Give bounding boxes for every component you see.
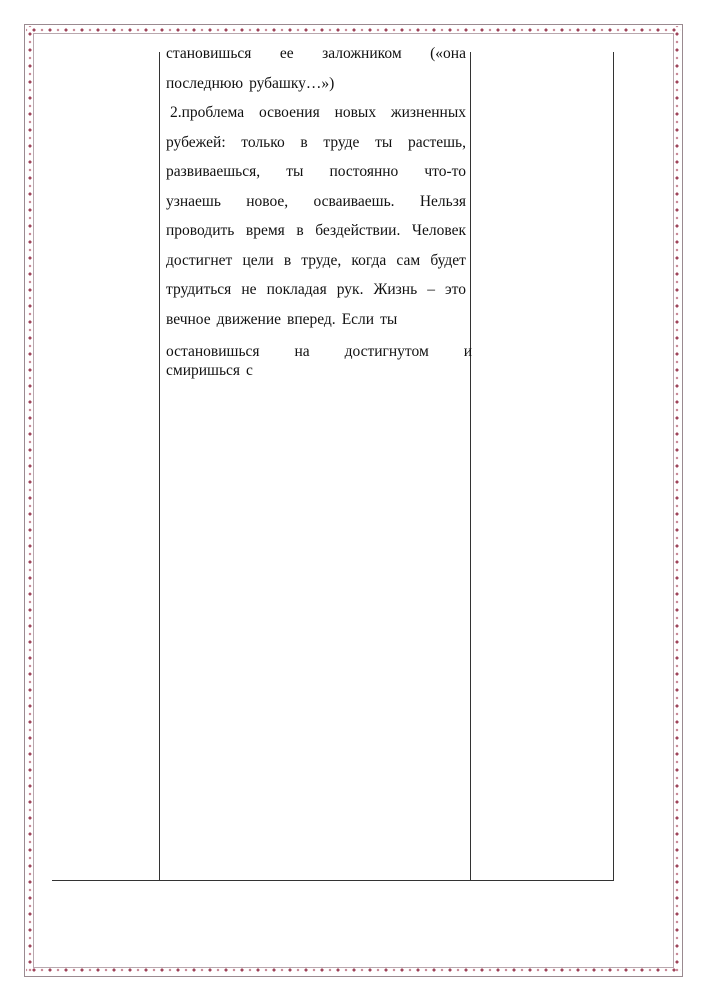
- word: становишься: [166, 45, 252, 62]
- word: только: [241, 133, 285, 151]
- text-line: [166, 339, 472, 361]
- word: в: [300, 133, 308, 151]
- word: труде: [323, 133, 360, 151]
- word: с: [246, 362, 253, 379]
- text-line: [166, 251, 466, 281]
- ornament-border-left: [26, 26, 34, 975]
- word: рубежей:: [166, 133, 226, 151]
- word: что-то: [424, 163, 466, 180]
- word: развиваешься,: [166, 163, 261, 180]
- word: новое,: [246, 192, 289, 210]
- word: проводить: [166, 222, 235, 239]
- word: движение: [216, 310, 281, 328]
- word: достигнутом: [344, 343, 429, 360]
- table-cell-text: [166, 44, 472, 380]
- word: заложником: [322, 45, 402, 62]
- word: 2.проблема: [170, 104, 245, 121]
- word: это: [445, 281, 466, 298]
- text-line: [166, 361, 466, 380]
- table-bottom-border: [52, 880, 614, 881]
- word: жизненных: [390, 104, 466, 121]
- word: труде,: [301, 251, 342, 269]
- word: когда: [351, 251, 387, 269]
- word: смиришься: [166, 362, 241, 379]
- word: цели: [242, 251, 274, 269]
- text-line: [166, 103, 466, 133]
- ornament-border-top: [26, 26, 681, 34]
- word: бездействии.: [315, 222, 401, 239]
- word: последнюю: [166, 74, 244, 92]
- word: остановишься: [166, 343, 260, 360]
- ornament-border-bottom: [26, 966, 681, 974]
- word: сам: [396, 251, 421, 269]
- word: –: [427, 281, 435, 298]
- word: растешь,: [407, 133, 466, 151]
- word: в: [296, 222, 304, 239]
- word: будет: [430, 251, 466, 269]
- text-line: [166, 310, 466, 340]
- word: достигнет: [166, 251, 233, 269]
- table-column-divider-left: [159, 52, 160, 881]
- word: новых: [334, 104, 377, 121]
- word: и: [463, 343, 472, 360]
- table-border-right: [613, 52, 614, 881]
- text-line: [166, 192, 466, 222]
- word: покладая: [266, 281, 327, 298]
- text-line: [166, 162, 466, 192]
- word: рук.: [336, 281, 364, 298]
- word: («она: [430, 45, 466, 62]
- word: освоения: [258, 104, 320, 121]
- ornament-border-right: [673, 26, 681, 975]
- word: узнаешь: [166, 192, 221, 210]
- text-line: [166, 44, 466, 74]
- word: вперед.: [287, 310, 336, 328]
- text-line: [166, 133, 466, 163]
- word: Если: [341, 310, 375, 328]
- word: Человек: [411, 222, 466, 239]
- word: осваиваешь.: [313, 192, 395, 210]
- table-column-divider-right: [470, 52, 471, 881]
- word: на: [294, 343, 310, 360]
- word: ты: [286, 163, 304, 180]
- word: вечное: [166, 310, 211, 328]
- word: время: [245, 222, 285, 239]
- word: Нельзя: [419, 192, 466, 210]
- word: ты: [375, 133, 393, 151]
- word: постоянно: [329, 163, 399, 180]
- text-line: [166, 221, 466, 251]
- word: ты: [380, 310, 398, 328]
- word: ее: [279, 45, 294, 62]
- word: Жизнь: [373, 281, 418, 298]
- word: рубашку…»): [249, 74, 335, 92]
- word: в: [283, 251, 292, 269]
- word: не: [241, 281, 257, 298]
- text-line: [166, 280, 466, 310]
- word: трудиться: [166, 281, 232, 298]
- text-line: [166, 74, 466, 104]
